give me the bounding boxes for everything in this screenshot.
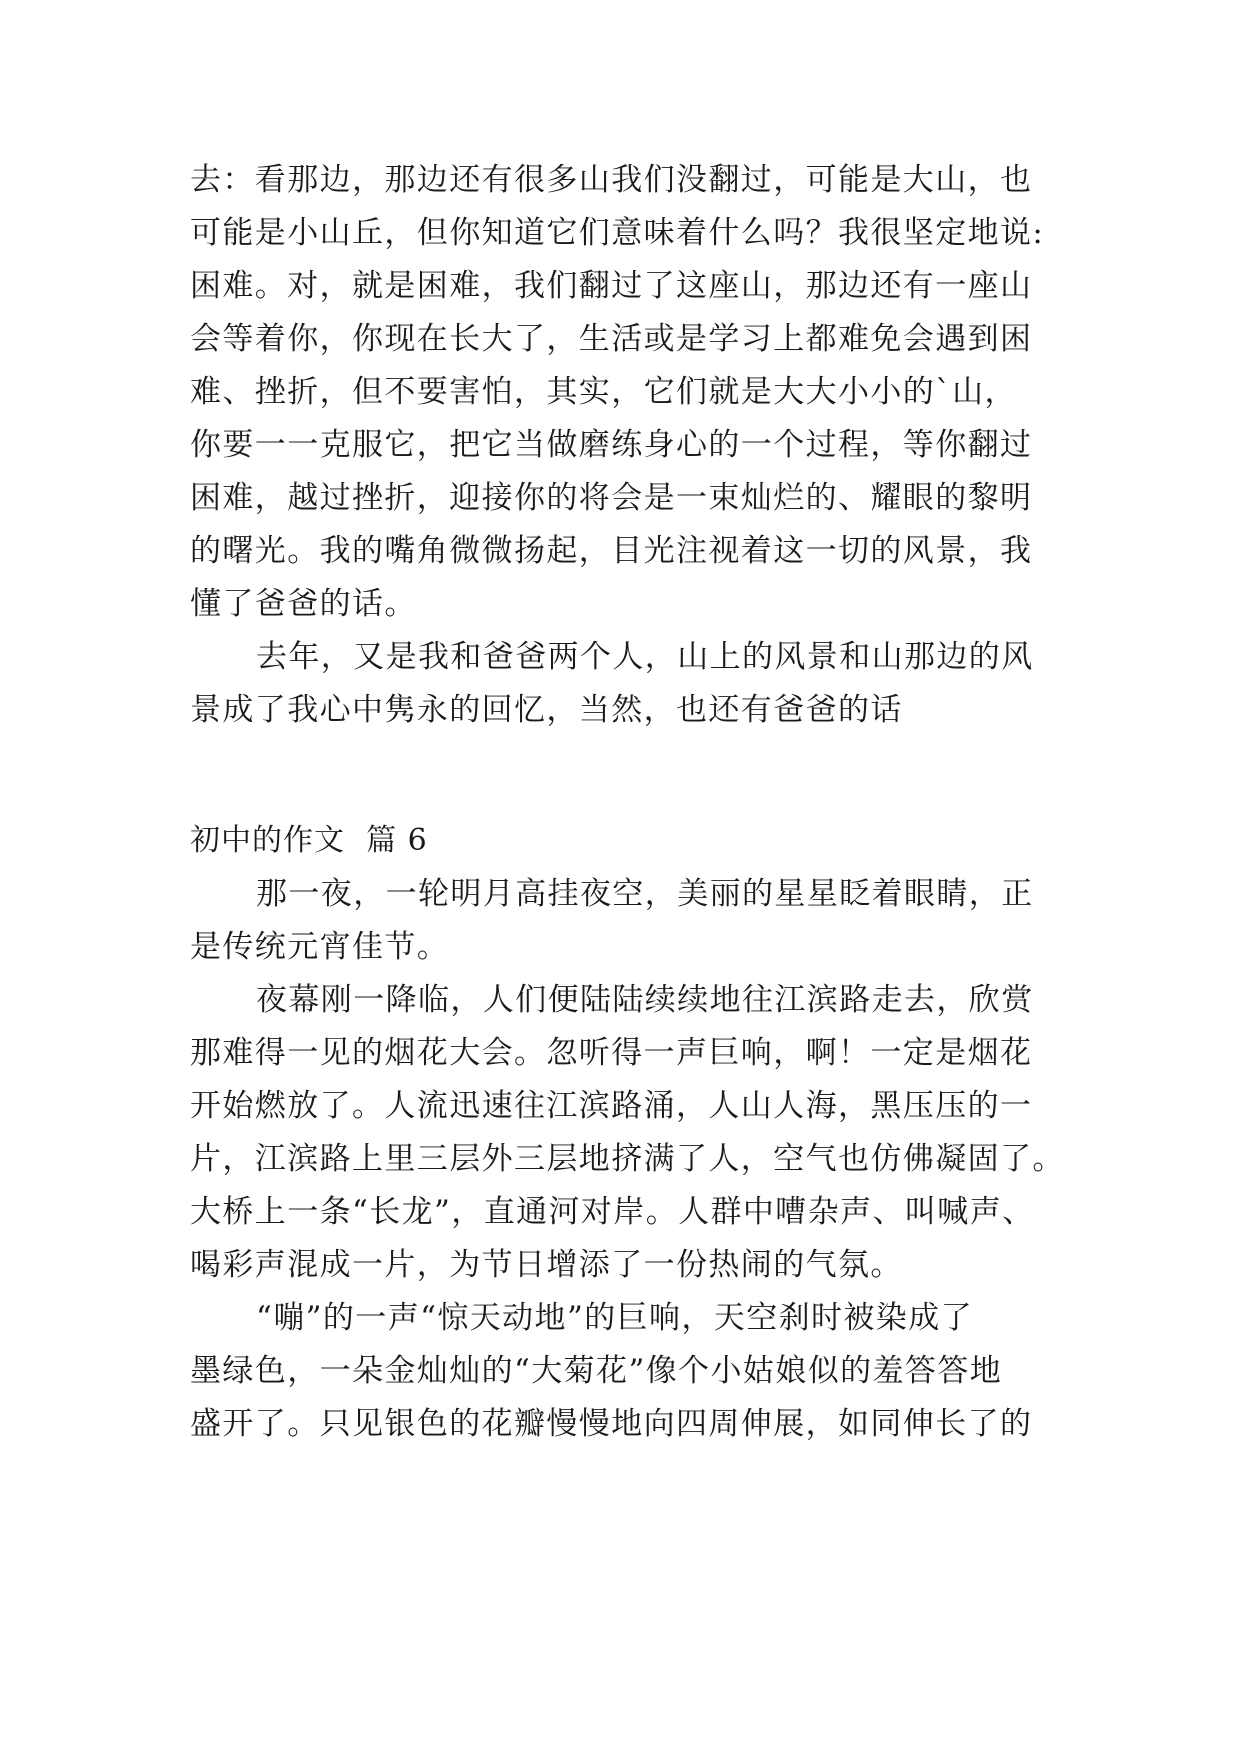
text-line: 墨绿色，一朵金灿灿的“大菊花”像个小姑娘似的羞答答地 <box>190 1353 1003 1389</box>
text-line: 大桥上一条“长龙”，直通河对岸。人群中嘈杂声、叫喊声、 <box>190 1194 1035 1230</box>
text-line: 是传统元宵佳节。 <box>190 929 450 965</box>
text-line: 可能是小山丘，但你知道它们意味着什么吗？我很坚定地说: <box>190 215 1045 251</box>
paragraph-continued <box>190 154 1070 631</box>
text-line: 的曙光。我的嘴角微微扬起，目光注视着这一切的风景，我 <box>190 533 1033 569</box>
text-line: 会等着你，你现在长大了，生活或是学习上都难免会遇到困 <box>190 321 1033 357</box>
text-line: 景成了我心中隽永的回忆，当然，也还有爸爸的话 <box>190 692 903 728</box>
paragraph-1 <box>190 868 1070 974</box>
text-line: 去：看那边，那边还有很多山我们没翻过，可能是大山，也 <box>190 162 1033 198</box>
text-line: 那难得一见的烟花大会。忽听得一声巨响，啊！一定是烟花 <box>190 1035 1033 1071</box>
text-line: 那一夜，一轮明月高挂夜空，美丽的星星眨着眼睛，正 <box>256 876 1034 912</box>
paragraph-3 <box>190 1292 1070 1451</box>
text-line: 开始燃放了。人流迅速往江滨路涌，人山人海，黑压压的一 <box>190 1088 1033 1124</box>
text-line: 懂了爸爸的话。 <box>190 586 417 622</box>
text-line: 去年，又是我和爸爸两个人，山上的风景和山那边的风 <box>256 639 1034 675</box>
text-line: 片，江滨路上里三层外三层地挤满了人，空气也仿佛凝固了。 <box>190 1141 1065 1177</box>
text-line: 盛开了。只见银色的花瓣慢慢地向四周伸展，如同伸长了的 <box>190 1406 1033 1442</box>
text-line: 夜幕刚一降临，人们便陆陆续续地往江滨路走去，欣赏 <box>256 982 1034 1018</box>
text-line: 你要一一克服它，把它当做磨练身心的一个过程，等你翻过 <box>190 427 1033 463</box>
text-line: “嘣”的一声“惊天动地”的巨响，天空刹时被染成了 <box>256 1300 973 1336</box>
text-line: 困难。对，就是困难，我们翻过了这座山，那边还有一座山 <box>190 268 1033 304</box>
section-heading <box>190 814 1070 867</box>
text-line: 喝彩声混成一片，为节日增添了一份热闹的气氛。 <box>190 1247 903 1283</box>
paragraph-2 <box>190 974 1070 1292</box>
section-title: 初中的作文 篇 6 <box>190 823 428 858</box>
text-line: 困难，越过挫折，迎接你的将会是一束灿烂的、耀眼的黎明 <box>190 480 1033 516</box>
paragraph-last-year <box>190 631 1070 737</box>
text-line: 难、挫折，但不要害怕，其实，它们就是大大小小的`山， <box>190 374 1017 410</box>
